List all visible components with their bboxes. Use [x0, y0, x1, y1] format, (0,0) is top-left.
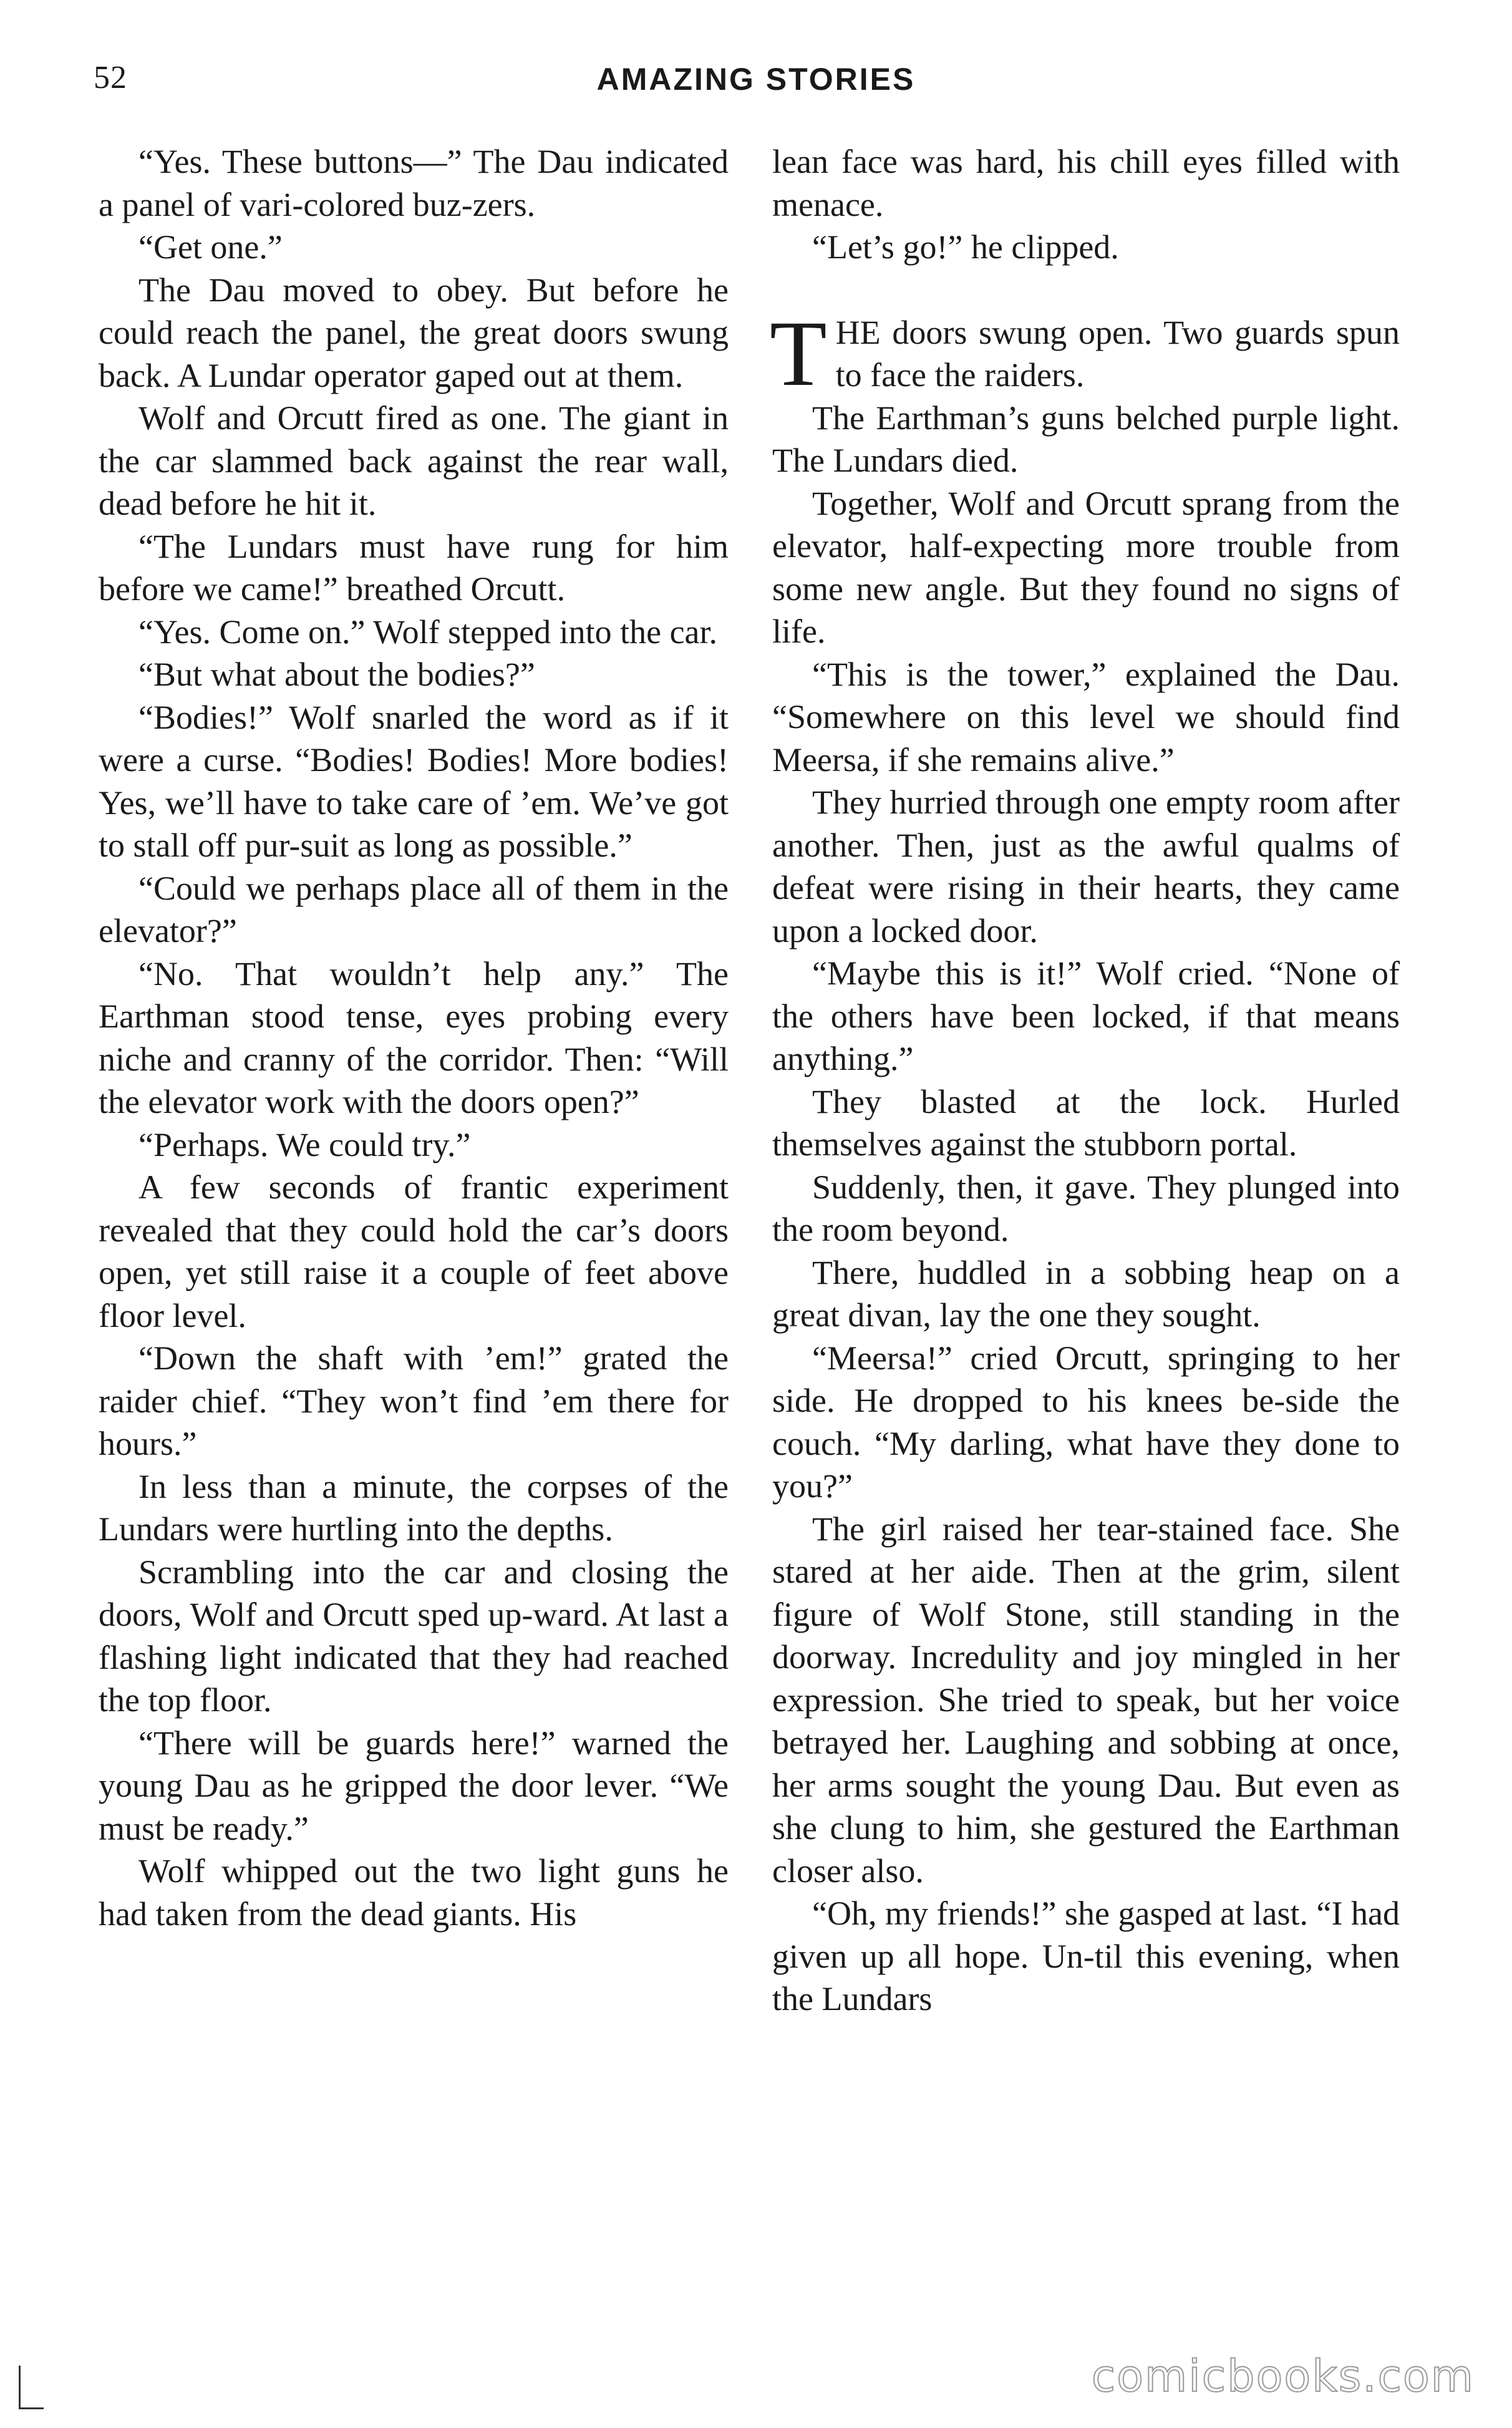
drop-cap-letter: T: [770, 301, 827, 405]
paragraph: Wolf and Orcutt fired as one. The giant in the car slammed back against the rear wall, dead before he hit it.: [99, 399, 729, 522]
paragraph: The Dau moved to obey. But before he could reach the panel, the great doors swung back. A Lundar operator gaped out at them.: [99, 271, 729, 394]
paragraph: Suddenly, then, it gave. They plunged into the room beyond.: [772, 1168, 1400, 1248]
left-column: [99, 140, 729, 1935]
paragraph: The girl raised her tear-stained face. She stared at her aide. Then at the grim, silent figure of Wolf Stone, still standing in the doorway. Incredulity and joy mingled in her expression. She tried to speak, but her voice betrayed her. Laughing and sobbing at once, her arms sought the young Dau. But even as she clung to him, she gestured the Earthman closer also.: [772, 1510, 1400, 1890]
paragraph-continued: lean face was hard, his chill eyes filled with menace.: [772, 143, 1400, 223]
paragraph: “Yes. Come on.” Wolf stepped into the car.: [138, 613, 718, 651]
right-column: [772, 140, 1400, 2021]
paragraph: “Meersa!” cried Orcutt, springing to her side. He dropped to his knees be-side the couch. “My darling, what have they done to you?”: [772, 1339, 1400, 1505]
paragraph: “Let’s go!” he clipped.: [812, 228, 1119, 266]
paragraph: “Oh, my friends!” she gasped at last. “I had given up all hope. Un-til this evening, when the Lundars: [772, 1895, 1400, 2018]
paragraph: “Maybe this is it!” Wolf cried. “None of the others have been locked, if that means anything.”: [772, 954, 1400, 1077]
paragraph: “The Lundars must have rung for him before we came!” breathed Orcutt.: [99, 527, 729, 608]
paragraph: They hurried through one empty room after another. Then, just as the awful qualms of defeat were rising in their hearts, they came upon a locked door.: [772, 784, 1400, 949]
page-number: 52: [94, 60, 127, 95]
paragraph: “Down the shaft with ’em!” grated the raider chief. “They won’t find ’em there for hours.”: [99, 1339, 729, 1462]
dropcap-paragraph: [770, 301, 1400, 405]
paragraph: “Bodies!” Wolf snarled the word as if it were a curse. “Bodies! Bodies! More bodies! Yes, we’ll have to take care of ’em. We’ve got to stall off pur-suit as long as possible.”: [99, 698, 729, 864]
paragraph: A few seconds of frantic experiment revealed that they could hold the car’s doors open, yet still raise it a couple of feet above floor level.: [99, 1168, 729, 1334]
paragraph: “No. That wouldn’t help any.” The Earthman stood tense, eyes probing every niche and cranny of the corridor. Then: “Will the elevator work with the doors open?”: [99, 954, 729, 1120]
paragraph: Scrambling into the car and closing the doors, Wolf and Orcutt sped up-ward. At last a flashing light indicated that they had reached the top floor.: [99, 1553, 729, 1719]
paragraph: “Get one.”: [138, 228, 283, 266]
paragraph: The Earthman’s guns belched purple light. The Lundars died.: [772, 399, 1400, 479]
paragraph: Wolf whipped out the two light guns he had taken from the dead giants. His: [99, 1852, 729, 1933]
paragraph: “Perhaps. We could try.”: [138, 1125, 471, 1163]
dropcap-paragraph-text: HE doors swung open. Two guards spun to face the raiders.: [835, 313, 1400, 394]
site-watermark: comicbooks.com: [1091, 2351, 1475, 2402]
running-head-title: AMAZING STORIES: [596, 62, 916, 97]
paragraph: “But what about the bodies?”: [138, 656, 535, 693]
paragraph: “Yes. These buttons—” The Dau indicated a panel of vari-colored buz-zers.: [99, 143, 729, 223]
paragraph: They blasted at the lock. Hurled themselves against the stubborn portal.: [772, 1082, 1400, 1163]
paragraph: “This is the tower,” explained the Dau. “Somewhere on this level we should find Meersa, if she remains alive.”: [772, 655, 1400, 779]
section-break: [772, 269, 1400, 311]
crop-corner-mark: [19, 2366, 21, 2409]
paragraph: “Could we perhaps place all of them in the elevator?”: [99, 869, 729, 949]
paragraph: In less than a minute, the corpses of the Lundars were hurtling into the depths.: [99, 1467, 729, 1548]
paragraph: There, huddled in a sobbing heap on a great divan, lay the one they sought.: [772, 1253, 1400, 1334]
paragraph: “There will be guards here!” warned the young Dau as he gripped the door lever. “We must be ready.”: [99, 1724, 729, 1847]
paragraph: Together, Wolf and Orcutt sprang from the elevator, half-expecting more trouble from some new angle. But they found no signs of life.: [772, 484, 1400, 650]
